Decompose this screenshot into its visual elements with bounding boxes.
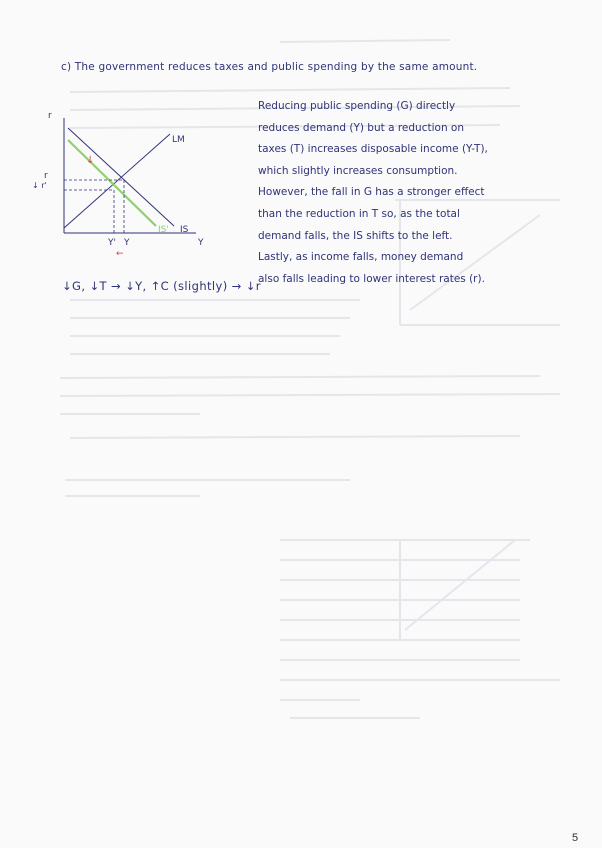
explanation-line: also falls leading to lower interest rates (r). bbox=[258, 272, 485, 285]
is-lm-graph bbox=[28, 108, 238, 258]
question-text: c) The government reduces taxes and public spending by the same amount. bbox=[61, 61, 478, 73]
is-prime-label: IS' bbox=[158, 225, 169, 235]
explanation-line: reduces demand (Y) but a reduction on bbox=[258, 121, 465, 134]
explanation-line: Reducing public spending (G) directly bbox=[258, 100, 456, 112]
r-axis-label: r bbox=[48, 111, 52, 121]
explanation-line: than the reduction in T so, as the total bbox=[258, 207, 460, 220]
y-prime-label: Y' bbox=[108, 238, 116, 248]
is-label: IS bbox=[180, 225, 189, 235]
explanation-line: taxes (T) increases disposable income (Y-T), bbox=[258, 143, 488, 156]
lm-label: LM bbox=[172, 135, 185, 145]
r-label: r bbox=[44, 171, 48, 181]
explanation-line: Lastly, as income falls, money demand bbox=[258, 251, 464, 264]
explanation-line: demand falls, the IS shifts to the left. bbox=[258, 229, 453, 242]
is-curve bbox=[68, 128, 174, 226]
y-decrease-arrow: ← bbox=[116, 249, 124, 258]
explanation-line: However, the fall in G has a stronger effect bbox=[258, 186, 485, 199]
y-axis-label: Y bbox=[198, 238, 204, 248]
page-number: 5 bbox=[571, 832, 579, 844]
explanation-line: which slightly increases consumption. bbox=[258, 164, 458, 177]
lm-curve bbox=[64, 134, 170, 228]
y-label: Y bbox=[124, 238, 130, 248]
summary-chain: ↓G, ↓T → ↓Y, ↑C (slightly) → ↓r bbox=[62, 279, 261, 293]
explanation-paragraph bbox=[258, 96, 588, 290]
r-prime-label: ↓ r' bbox=[32, 181, 47, 190]
shift-down-arrow: ↓ bbox=[86, 155, 95, 166]
